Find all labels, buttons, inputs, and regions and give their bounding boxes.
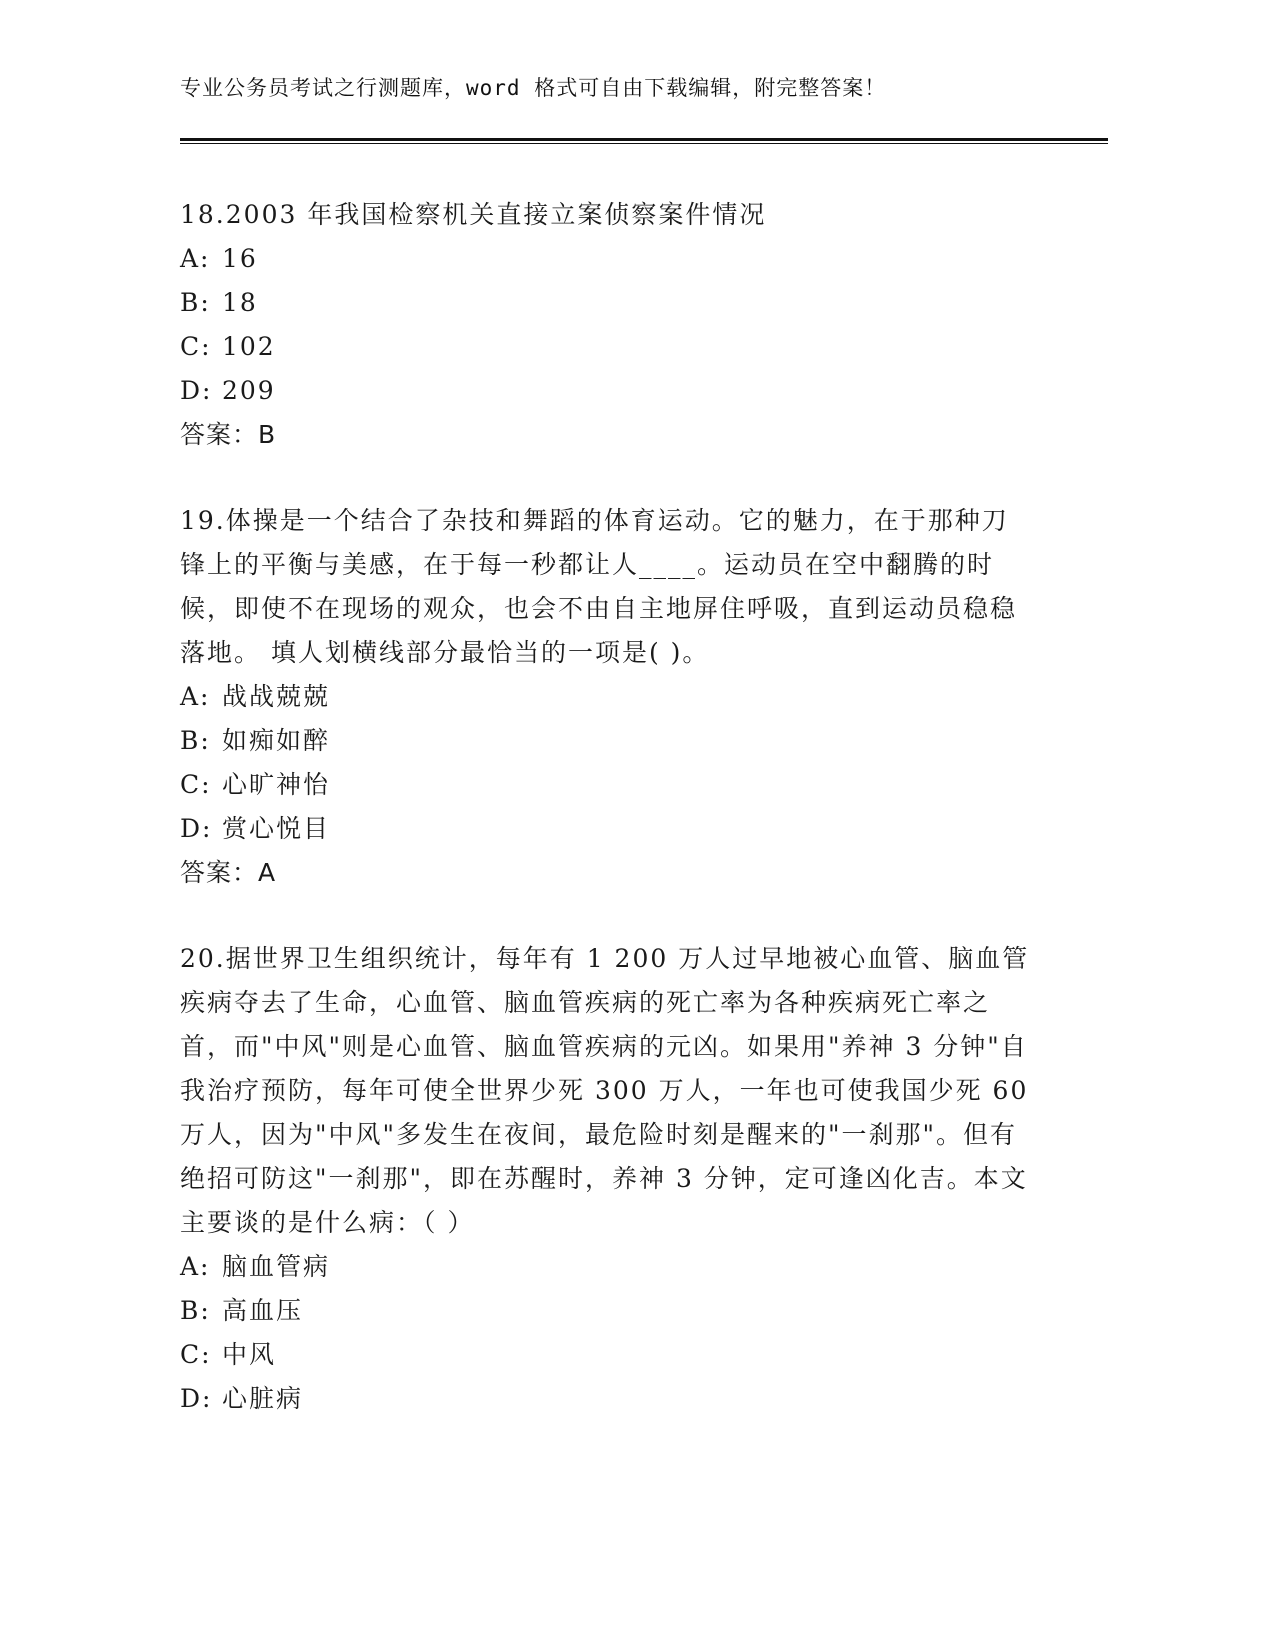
question-text: 19.体操是一个结合了杂技和舞蹈的体育运动。它的魅力，在于那种刀锋上的平衡与美感，在于每一秒都让人____。运动员在空中翻腾的时候，即使不在现场的观众，也会不由自主地屏住呼吸，直到运动员稳稳落地。 填人划横线部分最恰当的一项是( )。 [180,506,1018,667]
option-letter: A: [180,682,211,711]
option-a [180,1245,1030,1289]
option-letter: B: [180,288,211,317]
option-text: 16 [222,244,258,273]
option-text: 心旷神怡 [222,770,331,799]
option-d [180,1377,1030,1421]
question-20 [180,937,1030,1421]
option-letter: A: [180,1252,211,1281]
question-spacer [180,457,1030,499]
question-spacer [180,895,1030,937]
option-c [180,1333,1030,1377]
option-d [180,369,1030,413]
question-18 [180,193,1030,457]
option-a [180,675,1030,719]
option-text: 中风 [222,1340,277,1369]
option-b [180,1289,1030,1333]
option-text: 高血压 [222,1296,304,1325]
option-letter: B: [180,726,211,755]
option-b [180,281,1030,325]
option-letter: C: [180,770,212,799]
option-text: 102 [222,332,276,361]
option-text: 18 [222,288,258,317]
option-text: 赏心悦目 [222,814,331,843]
option-letter: D: [180,376,213,405]
answer-line: 答案：B [180,420,277,449]
option-d [180,807,1030,851]
option-text: 脑血管病 [222,1252,331,1281]
option-b [180,719,1030,763]
option-text: 心脏病 [222,1384,304,1413]
option-letter: C: [180,332,212,361]
question-list [180,193,1030,1421]
question-text: 20.据世界卫生组织统计，每年有 1 200 万人过早地被心血管、脑血管疾病夺去了生命，心血管、脑血管疾病的死亡率为各种疾病死亡率之首，而"中风"则是心血管、脑血管疾病的元凶。如果用"养神 3 分钟"自我治疗预防，每年可使全世界少死 300 万人，一年也可使我国少死 60 万人，因为"中风"多发生在夜间，最危险时刻是醒来的"一刹那"。但有绝招可防这"一刹那"，即在苏醒时，养神 3 分钟，定可逢凶化吉。本文主要谈的是什么病：（ ） [180,944,1030,1237]
option-c [180,763,1030,807]
header-divider [180,138,1108,141]
option-text: 如痴如醉 [222,726,331,755]
option-letter: C: [180,1340,212,1369]
page-header: 专业公务员考试之行测题库，word 格式可自由下载编辑，附完整答案！ [180,76,887,100]
question-text: 18.2003 年我国检察机关直接立案侦察案件情况 [180,200,767,229]
option-letter: A: [180,244,211,273]
answer-line: 答案：A [180,858,277,887]
option-text: 209 [222,376,276,405]
option-c [180,325,1030,369]
option-text: 战战兢兢 [222,682,331,711]
option-letter: D: [180,814,213,843]
option-letter: D: [180,1384,213,1413]
option-letter: B: [180,1296,211,1325]
option-a [180,237,1030,281]
question-19 [180,499,1030,895]
